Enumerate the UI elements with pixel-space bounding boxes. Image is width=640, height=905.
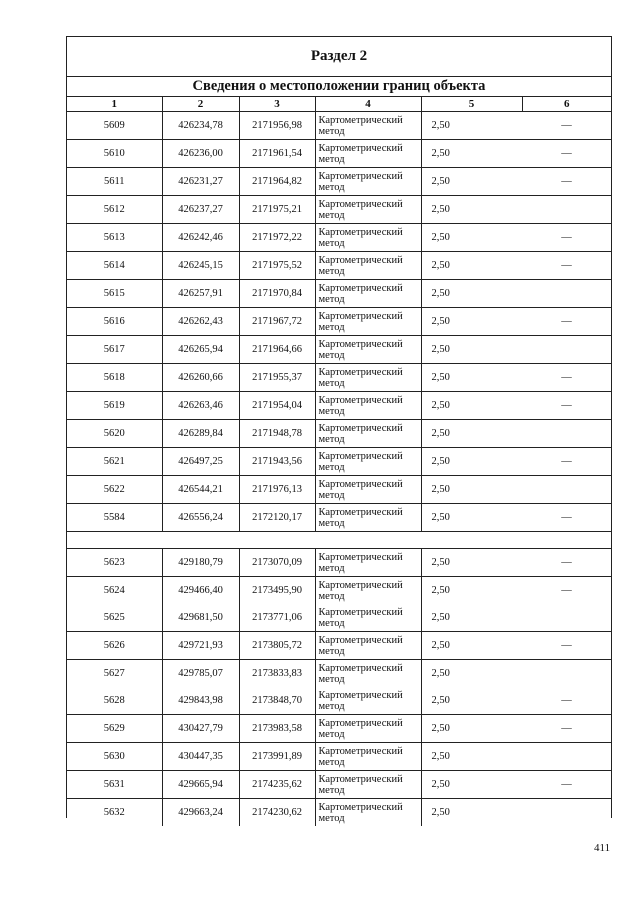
coord-x-cell: 426263,46 <box>162 392 239 420</box>
coord-x-cell: 429785,07 <box>162 660 239 688</box>
description-cell: — <box>522 448 611 476</box>
point-number-cell: 5615 <box>67 280 162 308</box>
accuracy-cell: 2,50 <box>421 168 522 196</box>
coord-y-cell: 2171970,84 <box>239 280 315 308</box>
point-number-cell: 5622 <box>67 476 162 504</box>
coord-x-cell: 429721,93 <box>162 632 239 660</box>
table-row <box>67 140 611 168</box>
table-row <box>67 660 611 688</box>
accuracy-cell: 2,50 <box>421 336 522 364</box>
table-body <box>67 112 611 827</box>
table-row <box>67 336 611 364</box>
coord-x-cell: 426497,25 <box>162 448 239 476</box>
document-frame <box>66 36 612 824</box>
table-row <box>67 448 611 476</box>
coord-y-cell: 2173833,83 <box>239 660 315 688</box>
coord-x-cell: 426234,78 <box>162 112 239 140</box>
point-number-cell: 5625 <box>67 604 162 632</box>
table-row <box>67 392 611 420</box>
coord-x-cell: 429681,50 <box>162 604 239 632</box>
description-cell: — <box>561 585 572 596</box>
empty-cell <box>239 532 315 549</box>
point-number-cell: 5614 <box>67 252 162 280</box>
empty-cell <box>522 532 611 549</box>
description-cell <box>522 604 611 632</box>
empty-cell <box>421 532 522 549</box>
table-row <box>67 604 611 632</box>
accuracy-cell: 2,50 <box>421 196 522 224</box>
coord-x-cell: 426242,46 <box>162 224 239 252</box>
coord-x-cell: 426237,27 <box>162 196 239 224</box>
table-row <box>67 308 611 336</box>
coord-x-cell: 429180,79 <box>162 549 239 577</box>
coord-y-cell: 2171964,82 <box>239 168 315 196</box>
coord-y-cell: 2171975,52 <box>239 252 315 280</box>
coord-y-cell: 2173991,89 <box>239 743 315 771</box>
point-number-cell: 5613 <box>67 224 162 252</box>
description-cell: — <box>522 392 611 420</box>
coord-y-cell: 2171975,21 <box>239 196 315 224</box>
point-number-cell: 5624 <box>67 577 162 605</box>
coord-x-cell: 426544,21 <box>162 476 239 504</box>
table-row <box>67 549 611 577</box>
point-number-cell: 5620 <box>67 420 162 448</box>
accuracy-cell: 2,50 <box>421 687 522 715</box>
column-header: 5 <box>421 97 522 112</box>
accuracy-cell: 2,50 <box>421 604 522 632</box>
accuracy-cell: 2,50 <box>431 807 450 818</box>
coord-x-cell: 430447,35 <box>162 743 239 771</box>
accuracy-cell: 2,50 <box>421 364 522 392</box>
table-row <box>67 224 611 252</box>
coord-y-cell: 2171955,37 <box>239 364 315 392</box>
coord-x-cell: 426262,43 <box>162 308 239 336</box>
coord-x-cell: 426245,15 <box>162 252 239 280</box>
coord-y-cell: 2171948,78 <box>239 420 315 448</box>
description-cell: — <box>522 364 611 392</box>
description-cell <box>522 799 611 827</box>
point-number-cell: 5609 <box>67 112 162 140</box>
empty-cell <box>315 532 421 549</box>
accuracy-cell: 2,50 <box>421 476 522 504</box>
table-row <box>67 771 611 799</box>
column-header: 4 <box>315 97 421 112</box>
coord-x-cell: 429665,94 <box>162 771 239 799</box>
point-number-cell: 5584 <box>67 504 162 532</box>
accuracy-cell: 2,50 <box>421 771 522 799</box>
method-cell: Картометрический метод <box>315 476 421 504</box>
column-header: 3 <box>239 97 315 112</box>
description-cell: — <box>522 224 611 252</box>
method-cell: Картометрический метод <box>315 140 421 168</box>
table-row <box>67 476 611 504</box>
point-number-cell: 5626 <box>67 632 162 660</box>
point-number-cell: 5630 <box>67 743 162 771</box>
point-number-cell: 5621 <box>67 448 162 476</box>
method-cell: Картометрический метод <box>315 196 421 224</box>
description-cell: — <box>522 112 611 140</box>
point-number-cell: 5616 <box>67 308 162 336</box>
table-row <box>67 632 611 660</box>
accuracy-cell: 2,50 <box>421 448 522 476</box>
table-row <box>67 252 611 280</box>
description-cell <box>522 280 611 308</box>
table-row <box>67 504 611 532</box>
description-cell <box>522 743 611 771</box>
description-cell: — <box>522 632 611 660</box>
method-cell: Картометрический метод <box>315 392 421 420</box>
description-cell <box>522 476 611 504</box>
coord-y-cell: 2173495,90 <box>239 577 315 605</box>
table-row <box>67 112 611 140</box>
accuracy-cell: 2,50 <box>421 715 522 743</box>
coord-x-cell: 426257,91 <box>162 280 239 308</box>
method-cell: Картометрический метод <box>315 112 421 140</box>
coord-y-cell: 2174235,62 <box>239 771 315 799</box>
method-cell: Картометрический метод <box>315 504 421 532</box>
accuracy-cell: 2,50 <box>421 252 522 280</box>
point-number-cell: 5617 <box>67 336 162 364</box>
method-cell: Картометрический метод <box>315 687 421 715</box>
accuracy-cell: 2,50 <box>431 668 450 679</box>
coord-y-cell: 2172120,17 <box>239 504 315 532</box>
point-number-cell: 5610 <box>67 140 162 168</box>
coord-y-cell: 2171967,72 <box>239 308 315 336</box>
accuracy-cell: 2,50 <box>421 140 522 168</box>
coord-x-cell: 426236,00 <box>162 140 239 168</box>
point-number-cell: 5631 <box>67 771 162 799</box>
point-number-cell: 5619 <box>67 392 162 420</box>
method-cell: Картометрический метод <box>315 364 421 392</box>
coord-y-cell: 2173983,58 <box>239 715 315 743</box>
coord-y-cell: 2173848,70 <box>239 687 315 715</box>
description-cell <box>522 196 611 224</box>
section-title: Раздел 2 <box>67 37 611 77</box>
description-cell: — <box>522 504 611 532</box>
description-cell: — <box>522 308 611 336</box>
method-cell: Картометрический метод <box>315 577 421 605</box>
description-cell: — <box>522 140 611 168</box>
coord-y-cell: 2173805,72 <box>239 632 315 660</box>
accuracy-cell: 2,50 <box>421 308 522 336</box>
coord-x-cell: 426260,66 <box>162 364 239 392</box>
description-cell <box>522 336 611 364</box>
coord-x-cell: 426289,84 <box>162 420 239 448</box>
accuracy-cell: 2,50 <box>421 112 522 140</box>
method-cell: Картометрический метод <box>315 799 421 827</box>
table-row <box>67 715 611 743</box>
method-cell: Картометрический метод <box>315 308 421 336</box>
method-cell: Картометрический метод <box>315 252 421 280</box>
description-cell: — <box>522 715 611 743</box>
description-cell: — <box>522 771 611 799</box>
coord-y-cell: 2171943,56 <box>239 448 315 476</box>
accuracy-cell: 2,50 <box>431 585 450 596</box>
page-number: 411 <box>594 842 611 854</box>
method-cell: Картометрический метод <box>315 336 421 364</box>
method-cell: Картометрический метод <box>315 420 421 448</box>
coord-x-cell: 426265,94 <box>162 336 239 364</box>
coord-y-cell: 2171956,98 <box>239 112 315 140</box>
coord-y-cell: 2171954,04 <box>239 392 315 420</box>
coord-x-cell: 429466,40 <box>162 577 239 605</box>
description-cell: — <box>522 687 611 715</box>
empty-cell <box>67 532 162 549</box>
column-number-row <box>67 97 611 112</box>
table-subtitle: Сведения о местоположении границ объекта <box>67 77 611 97</box>
description-cell: — <box>522 252 611 280</box>
method-cell: Картометрический метод <box>315 448 421 476</box>
column-header: 6 <box>522 97 611 112</box>
table-row <box>67 743 611 771</box>
coord-x-cell: 429663,24 <box>162 799 239 827</box>
table-row <box>67 280 611 308</box>
description-cell <box>522 660 611 688</box>
point-number-cell: 5628 <box>67 687 162 715</box>
table-row <box>67 577 611 605</box>
coord-y-cell: 2171961,54 <box>239 140 315 168</box>
point-number-cell: 5611 <box>67 168 162 196</box>
method-cell: Картометрический метод <box>315 549 421 577</box>
coordinates-table <box>67 97 611 826</box>
point-number-cell: 5627 <box>67 660 162 688</box>
accuracy-cell: 2,50 <box>421 549 522 577</box>
table-row <box>67 168 611 196</box>
table-row <box>67 799 611 827</box>
coord-y-cell: 2173070,09 <box>239 549 315 577</box>
empty-cell <box>162 532 239 549</box>
method-cell: Картометрический метод <box>315 604 421 632</box>
table-row <box>67 196 611 224</box>
accuracy-cell: 2,50 <box>421 392 522 420</box>
coord-y-cell: 2171976,13 <box>239 476 315 504</box>
method-cell: Картометрический метод <box>315 632 421 660</box>
method-cell: Картометрический метод <box>315 771 421 799</box>
description-cell <box>522 420 611 448</box>
accuracy-cell: 2,50 <box>421 280 522 308</box>
accuracy-cell: 2,50 <box>421 420 522 448</box>
accuracy-cell: 2,50 <box>421 504 522 532</box>
coord-y-cell: 2171972,22 <box>239 224 315 252</box>
point-number-cell: 5629 <box>67 715 162 743</box>
column-header: 1 <box>67 97 162 112</box>
column-header: 2 <box>162 97 239 112</box>
method-cell: Картометрический метод <box>315 743 421 771</box>
method-cell: Картометрический метод <box>315 660 421 688</box>
method-cell: Картометрический метод <box>315 224 421 252</box>
description-cell: — <box>522 168 611 196</box>
table-row <box>67 364 611 392</box>
method-cell: Картометрический метод <box>315 168 421 196</box>
group-separator-row <box>67 532 611 549</box>
method-cell: Картометрический метод <box>315 280 421 308</box>
coord-y-cell: 2174230,62 <box>239 799 315 827</box>
coord-y-cell: 2171964,66 <box>239 336 315 364</box>
table-row <box>67 420 611 448</box>
accuracy-cell: 2,50 <box>421 743 522 771</box>
point-number-cell: 5618 <box>67 364 162 392</box>
method-cell: Картометрический метод <box>315 715 421 743</box>
description-cell: — <box>522 549 611 577</box>
table-row <box>67 687 611 715</box>
accuracy-cell: 2,50 <box>421 224 522 252</box>
coord-x-cell: 426231,27 <box>162 168 239 196</box>
coord-x-cell: 426556,24 <box>162 504 239 532</box>
accuracy-cell: 2,50 <box>421 632 522 660</box>
point-number-cell: 5612 <box>67 196 162 224</box>
coord-x-cell: 430427,79 <box>162 715 239 743</box>
coord-y-cell: 2173771,06 <box>239 604 315 632</box>
point-number-cell: 5623 <box>67 549 162 577</box>
point-number-cell: 5632 <box>67 799 162 827</box>
coord-x-cell: 429843,98 <box>162 687 239 715</box>
